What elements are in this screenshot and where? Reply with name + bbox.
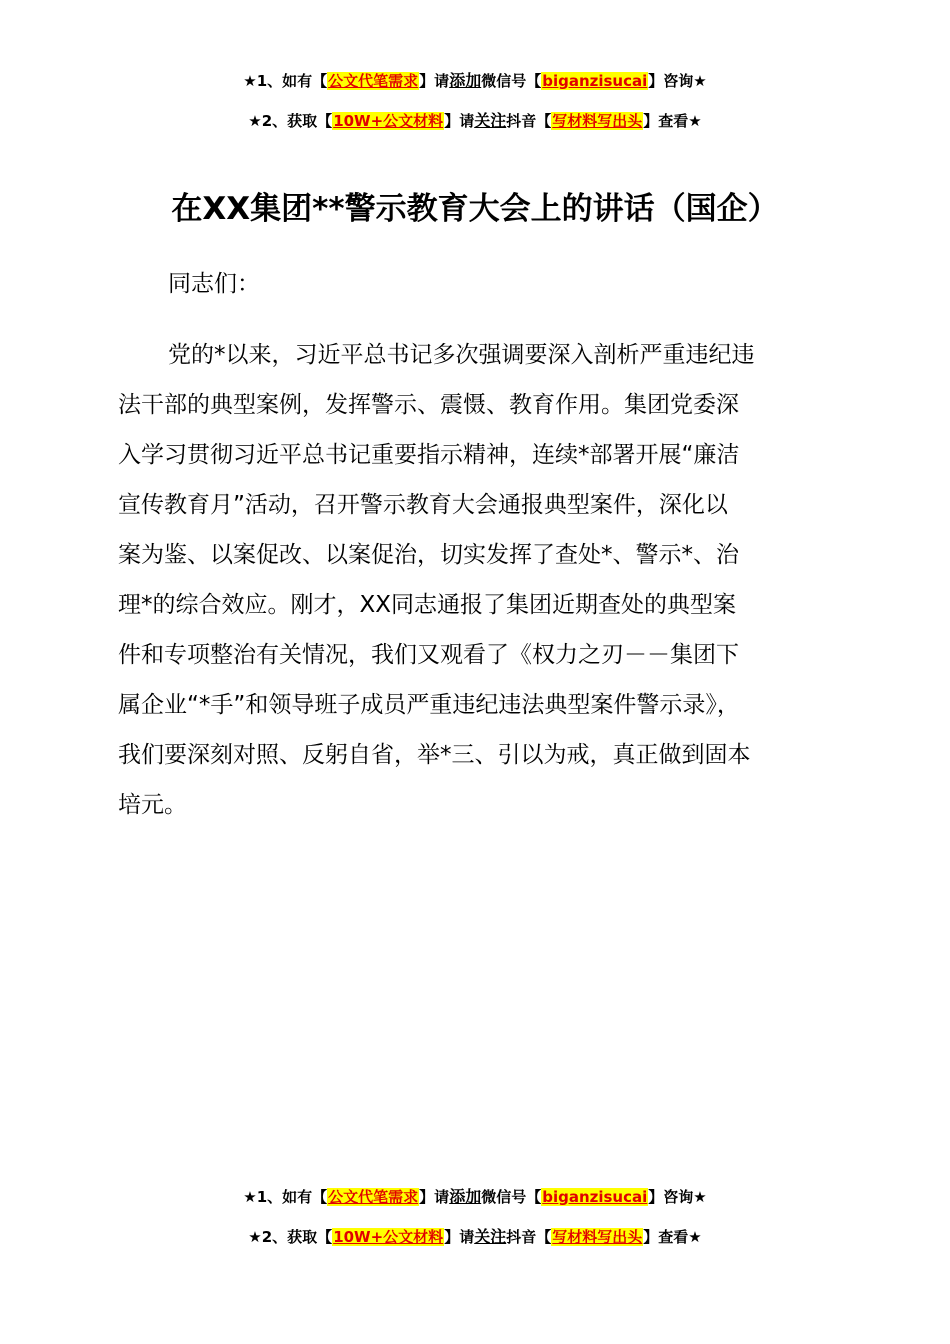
promo-highlight: 公文代笔需求	[328, 1188, 419, 1206]
document-title: 在XX集团**警示教育大会上的讲话（国企）	[171, 191, 779, 227]
promo-text: 抖音【	[506, 1228, 552, 1246]
promo-text: 】请	[444, 112, 475, 130]
promo-highlight: 写材料写出头	[552, 1228, 643, 1246]
paragraph-line: 理*的综合效应。刚才，XX同志通报了集团近期查处的典型案	[118, 592, 737, 618]
promo-highlight: 公文代笔需求	[328, 72, 419, 90]
paragraph-line: 党的*以来，习近平总书记多次强调要深入剖析严重违纪违	[168, 342, 755, 368]
promo-text: 微信号【	[481, 72, 542, 90]
paragraph-line: 宣传教育月”活动，召开警示教育大会通报典型案件，深化以	[118, 492, 728, 518]
promo-text: 】查看★	[643, 1228, 702, 1246]
promo-text: 微信号【	[481, 1188, 542, 1206]
promo-highlight: 10W+公文材料	[333, 112, 444, 130]
body-paragraph	[118, 330, 838, 830]
paragraph-line: 件和专项整治有关情况，我们又观看了《权力之刃－－集团下	[118, 642, 739, 668]
promo-text: 】请	[419, 72, 450, 90]
promo-underline: 关注	[474, 111, 507, 130]
greeting: 同志们：	[168, 271, 260, 297]
paragraph-line: 入学习贯彻习近平总书记重要指示精神，连续*部署开展“廉洁	[118, 442, 740, 468]
promo-underline: 关注	[474, 1227, 507, 1246]
promo-highlight: biganzisucai	[542, 1188, 648, 1206]
paragraph-line: 案为鉴、以案促改、以案促治，切实发挥了查处*、警示*、治	[118, 542, 739, 568]
header-promo-line-2	[0, 110, 950, 132]
promo-text: 】咨询★	[648, 72, 707, 90]
footer-promo-line-1	[0, 1186, 950, 1208]
paragraph-line: 属企业“*手”和领导班子成员严重违纪违法典型案件警示录》，	[118, 692, 740, 718]
header-promo-line-1	[0, 70, 950, 92]
promo-text: ★2、获取【	[248, 112, 333, 130]
paragraph-line: 我们要深刻对照、反躬自省，举*三、引以为戒，真正做到固本	[118, 742, 751, 768]
promo-text: 】请	[419, 1188, 450, 1206]
footer-promo-line-2	[0, 1226, 950, 1248]
promo-underline: 添加	[449, 1187, 482, 1206]
promo-text: 】咨询★	[648, 1188, 707, 1206]
promo-text: 】查看★	[643, 112, 702, 130]
promo-text: ★2、获取【	[248, 1228, 333, 1246]
promo-highlight: 10W+公文材料	[333, 1228, 444, 1246]
promo-underline: 添加	[449, 71, 482, 90]
promo-text: 】请	[444, 1228, 475, 1246]
promo-text: ★1、如有【	[243, 1188, 328, 1206]
promo-text: 抖音【	[506, 112, 552, 130]
paragraph-line: 法干部的典型案例，发挥警示、震慑、教育作用。集团党委深	[118, 392, 739, 418]
promo-highlight: 写材料写出头	[552, 112, 643, 130]
promo-highlight: biganzisucai	[542, 72, 648, 90]
promo-text: ★1、如有【	[243, 72, 328, 90]
paragraph-line: 培元。	[118, 792, 187, 818]
